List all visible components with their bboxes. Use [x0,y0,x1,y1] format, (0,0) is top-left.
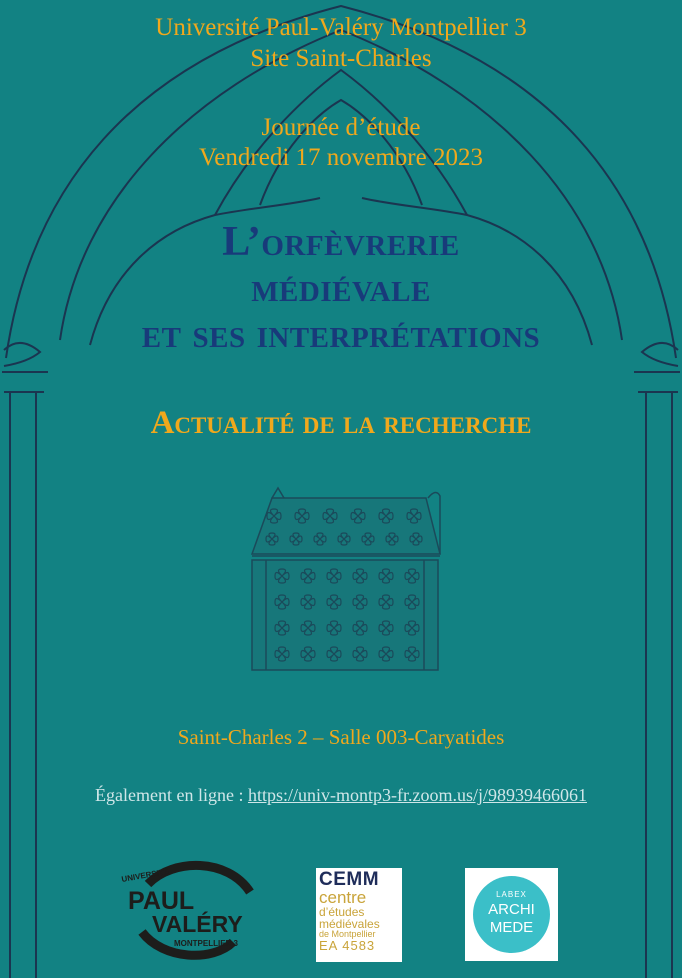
event-type: Journée d’étude [261,114,421,141]
paul-valery-logo [118,860,263,960]
institution-name: Université Paul-Valéry Montpellier 3 [155,14,527,41]
labex-main-1: ARCHI [488,901,535,918]
online-access [0,784,682,806]
event-date: Vendredi 17 novembre 2023 [199,144,483,171]
poster-subtitle: Actualité de la recherche [150,405,532,441]
cemm-acronym: CEMM [319,869,380,890]
institution-site: Site Saint-Charles [250,45,432,72]
cemm-line-5: EA 4583 [319,938,376,953]
zoom-link[interactable]: https://univ-montp3-fr.zoom.us/j/98939466061 [247,785,587,805]
labex-main-2: MEDE [489,919,534,936]
pv-logo-main-1: PAUL [128,887,195,915]
pv-logo-main-2: VALÉRY [152,911,243,937]
poster-title-line-3: et ses interprétations [141,311,541,357]
pv-logo-bottom: MONTPELLIER 3 [174,939,239,948]
poster-title-line-2: médiévale [251,265,431,311]
reliquary-chasse-illustration [244,484,444,674]
cemm-line-4: de Montpellier [319,929,376,939]
online-prefix: Également en ligne : [95,785,248,805]
labex-small-label: LABEX [496,890,527,899]
labex-archimede-logo [465,868,558,961]
venue: Saint-Charles 2 – Salle 003-Caryatides [177,725,505,749]
cemm-logo [316,868,402,962]
cemm-line-2: d’études [319,905,365,919]
pv-logo-top: UNIVERSITÉ [120,866,170,884]
poster-title-line-1: L’orfèvrerie [222,219,460,265]
cemm-line-3: médiévales [319,917,380,931]
cemm-line-1: centre [319,888,367,907]
